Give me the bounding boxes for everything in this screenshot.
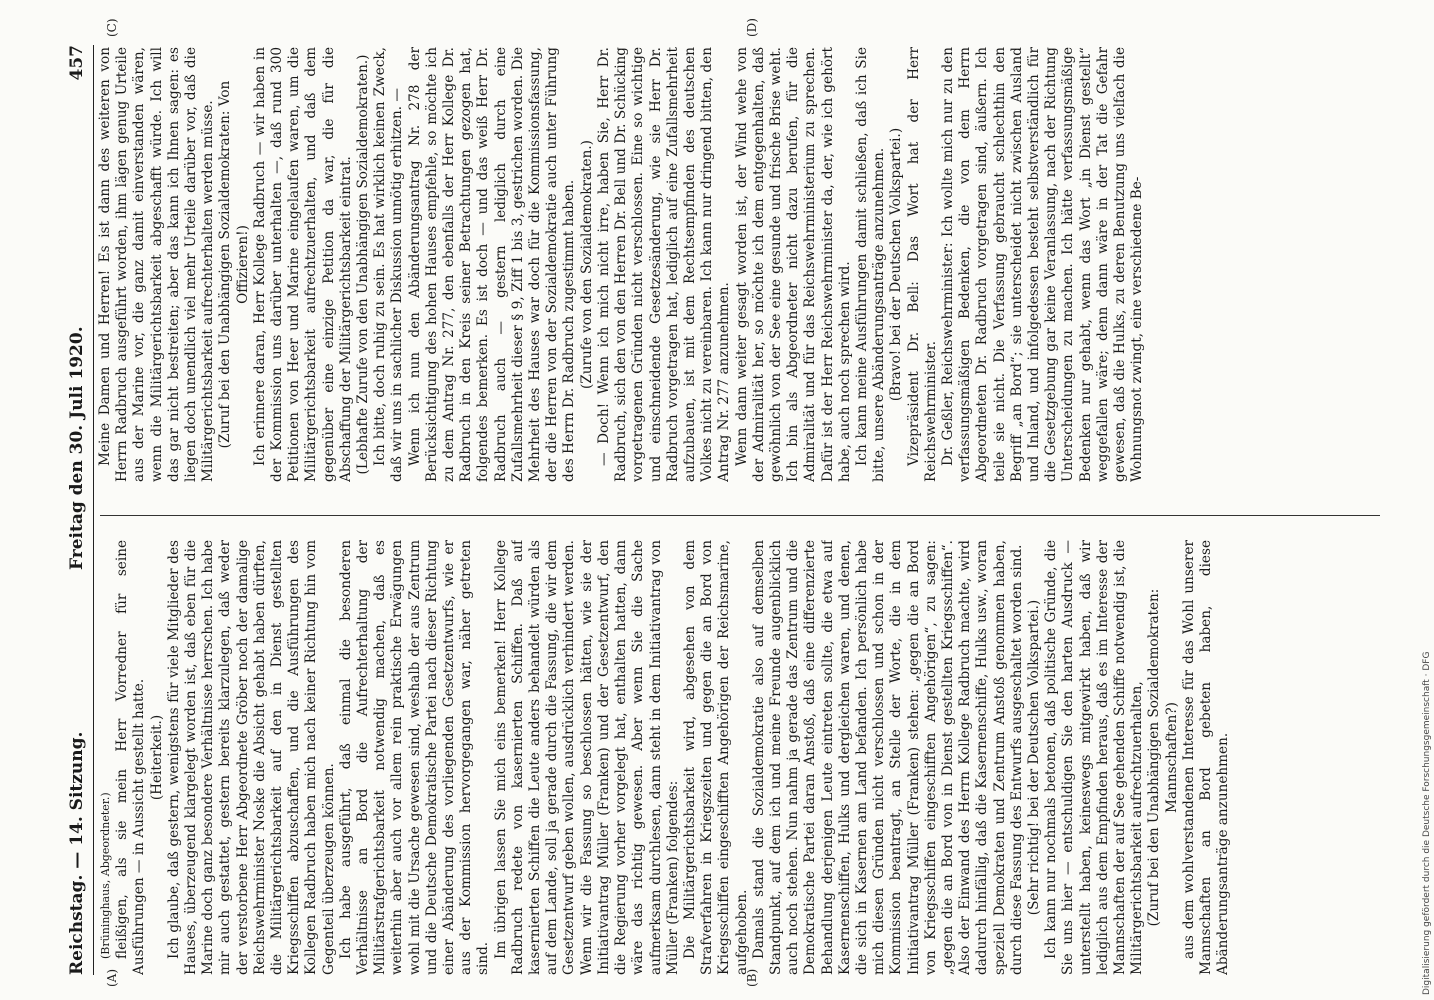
paragraph: Ich bitte, doch ruhig zu sein. Es hat wirklich keinen Zweck, daß wir uns in sachlicher Diskussion unnötig erhitzen. —: [372, 47, 406, 482]
paragraph: Im übrigen lassen Sie mich eins bemerken! Herr Kollege Radbruch redete von kasernierten Schiffen. Daß auf kasernierten Schiffen die Leute anders behandelt würden als auf dem Lande, soll ja gerade durch die Fassung, die wir dem Gesetzentwurf geben wollen, ausdrücklich verhindert werden. Wenn wir die Fassung so beschlossen hätten, wie sie der Initiativantrag Müller (Franken) und der Gesetzentwurf, den die Regierung vorher vorgelegt hat, enthalten hatten, dann wäre das richtig gewesen. Aber wenn Sie die Sache aufmerksam durchlesen, dann steht in dem Initiativantrag von Müller (Franken) folgendes:: [492, 540, 681, 975]
digitization-note: [1421, 10, 1433, 1000]
margin-marker-b: (B): [745, 968, 759, 987]
paragraph: Ich kann meine Ausführungen damit schließen, daß ich Sie bitte, unsere Abänderungsanträge anzunehmen.: [853, 47, 888, 482]
paragraph: Ich habe ausgeführt, daß einmal die besonderen Verhältnisse an Bord die Aufrechterhaltung der Militärstrafgerichtsbarkeit notwendig machen, daß es weiterhin aber auch vor allem rein praktische Erwägungen wohl mit die Ursache gewesen sind, weshalb der aus Zentrum und die Deutsche Demokratische Partei nach dieser Richtung einer Abänderung des vorliegenden Gesetzentwurfs, wie er aus der Kommission hervorgegangen war, näher getreten sind.: [337, 540, 492, 975]
paragraph: Ich kann nur nochmals betonen, daß politische Gründe, die Sie uns hier — entschuldigen Sie den harten Ausdruck — unterstellt haben, keineswegs mitgewirkt haben, daß wir lediglich aus dem Empfinden heraus, daß es im Interesse der Mannschaften der auf See gehenden Schiffe notwendig ist, die Militärgerichtsbarkeit aufrechtzuerhalten,: [1043, 540, 1146, 975]
paragraph: Ich glaube, daß gestern, wenigstens für viele Mitglieder des Hauses, überzeugend klargelegt worden ist, daß eben für die Marine doch ganz besondere Verhältnisse herrschen. Ich habe mir auch gestattet, gestern bereits klarzulegen, daß weder der verstorbene Herr Abgeordnete Gröber noch der damalige Reichswehrminister Noske die Absicht gehabt haben dürften, die Militärgerichtsbarkeit auf den in Dienst gestellten Kriegsschiffen abzuschaffen, und die Ausführungen des Kollegen Radbruch haben mich nach keiner Richtung hin vom Gegenteil überzeugen können.: [165, 540, 337, 975]
paragraph: — Doch! Wenn ich mich nicht irre, haben Sie, Herr Dr. Radbruch, sich den von den Herren Dr. Bell und Dr. Schücking vorgetragenen Gründen nicht verschlossen. Eine so wichtige und einschneidende Gesetzesänderung, wie sie Herr Dr. Radbruch vorgetragen hat, lediglich auf eine Zufallsmehrheit aufzubauen, ist mit dem Rechtsempfinden des deutschen Volkes nicht zu vereinbaren. Ich kann nur dringend bitten, den Antrag Nr. 277 anzunehmen.: [595, 47, 733, 482]
right-column: [97, 47, 1387, 482]
paragraph: (Sehr richtig! bei der Deutschen Volkspartei.): [1025, 599, 1042, 916]
page-header: [63, 45, 94, 975]
paragraph: Ich erinnere daran, Herr Kollege Radbruch — wir haben in der Kommission uns darüber unterhalten —, daß rund 300 Petitionen von Heer und Marine eingelaufen waren, um die Militärgerichtsbarkeit aufrechtzuerhalten, und daß dem gegenüber eine einzige Petition da war, die für die Abschaffung der Militärgerichtsbarkeit eintrat.: [251, 47, 354, 482]
paragraph: Wenn ich nun den Abänderungsantrag Nr. 278 der Berücksichtigung des hohen Hauses empfehle, so möchte ich zu dem Antrag Nr. 277, den ebenfalls der Herr Kollege Dr. Radbruch in den Kreis seiner Betrachtungen gezogen hat, folgendes bemerken. Es ist doch — und das weiß Herr Dr. Radbruch auch — gestern lediglich durch eine Zufallsmehrheit dieser § 9, Ziff 1 bis 3, gestrichen worden. Die Mehrheit des Hauses war doch für die Kommissionsfassung, der die Herren von der Sozialdemokratie auch unter Führung des Herrn Dr. Radbruch zugestimmt haben.: [406, 47, 578, 482]
paragraph: (Lebhafte Zurufe von den Unabhängigen Sozialdemokraten.): [355, 54, 372, 475]
paragraph: Meine Damen und Herren! Es ist dann des weiteren von Herrn Radbruch ausgeführt worden, ihm lägen genug Urteile aus der Marine vor, die ganz damit einverstanden wären, wenn die Militärgerichtsbarkeit abgeschafft würde. Ich will das gar nicht bestreiten; aber das kann ich Ihnen sagen: es liegen doch unendlich viel mehr Urteile darüber vor, daß die Militärgerichtsbarkeit aufrechterhalten werden müsse.: [97, 47, 217, 482]
margin-marker-c: (C): [105, 18, 119, 37]
rotated-page: [55, 18, 1400, 987]
paragraph: Dr. Geßler, Reichswehrminister: Ich wollte mich nur zu den verfassungsmäßigen Bedenken, die von dem Herrn Abgeordneten Dr. Radbruch vorgetragen sind, äußern. Ich teile sie nicht. Die Verfassung gebraucht schlechthin den Begriff „an Bord“; sie unterscheidet nicht zwischen Ausland und Inland, und infolgedessen besteht selbstverständlich für die Gesetzgebung gar keine Veranlassung, nach der Richtung Unterscheidungen zu machen. Ich hätte verfassungsmäßige Bedenken nur gehabt, wenn das Wort „in Dienst gestellt“ weggefallen wäre; denn dann wäre in der Tat die Gefahr gewesen, daß die Hulks, zu deren Benutzung uns vielfach die Wohnungsnot zwingt, eine verschiedene Be-: [939, 47, 1146, 482]
digitization-note-text: Digitalisierung gefördert durch die Deutsche Forschungsgemeinschaft · DFG: [1422, 651, 1432, 995]
paragraph: (Heiterkeit.): [148, 714, 165, 801]
header-session: Reichstag. — 14. Sitzung.: [67, 731, 87, 975]
column-divider: [100, 515, 1380, 516]
margin-marker-a: (A): [105, 968, 119, 987]
page-number: 457: [67, 45, 87, 81]
left-column: [97, 540, 1387, 975]
paragraph: Damals stand die Sozialdemokratie also auf demselben Standpunkt, auf dem ich und meine Freunde augenblicklich auch noch stehen. Nun nahm ja gerade das Zentrum und die Demokratische Partei daran Anstoß, daß eine differenzierte Behandlung derjenigen Leute eintreten sollte, die etwa auf Kasernenschiffen, Hulks und dergleichen waren, und denen, die sich in Kasernen am Land befanden. Ich persönlich habe mich diesen Gründen nicht verschlossen und schon in der Kommission beantragt, an Stelle der Worte, die in dem Initiativantrag Müller (Franken) stehen: „gegen die an Bord von Kriegsschiffen eingeschifften Angehörigen“, zu sagen: „gegen die an Bord von in Dienst gestellten Kriegsschiffen“. Also der Einwand des Herrn Kollege Radbruch machte, wird dadurch hinfällig, daß die Kasernenschiffe, Hulks usw., woran speziell Demokraten und Zentrum Anstoß genommen haben, durch diese Fassung des Entwurfs ausgeschaltet worden sind.: [750, 540, 1025, 975]
paragraph: Die Militärgerichtsbarkeit wird, abgesehen von dem Strafverfahren in Kriegszeiten und gegen die an Bord von Kriegsschiffen eingeschifften Angehörigen der Reichsmarine, aufgehoben.: [681, 540, 750, 975]
header-date: Freitag den 30. Juli 1920.: [67, 326, 87, 570]
paragraph: (Zuruf bei den Unabhängigen Sozialdemokraten: Von Offizieren!): [217, 80, 251, 449]
paragraph: fleißigen, als sie mein Herr Vorredner für seine Ausführungen — in Aussicht gestellt hatte.: [114, 540, 148, 975]
paragraph: (Brüninghaus, Abgeordneter.): [99, 792, 112, 959]
paragraph: Vizepräsident Dr. Bell: Das Wort hat der Herr Reichswehrminister.: [905, 47, 939, 482]
paragraph: (Bravo! bei der Deutschen Volkspartei.): [888, 127, 905, 402]
margin-marker-d: (D): [745, 18, 759, 37]
paragraph: (Zurufe von den Sozialdemokraten.): [578, 140, 595, 389]
paragraph: Wenn dann weiter gesagt worden ist, der Wind wehe von der Admiralität her, so möchte ich dem entgegenhalten, daß gewöhnlich von der See eine gesunde und frische Brise weht. Ich bin als Abgeordneter nicht dazu berufen, für die Admiralität und für das Reichswehrministerium zu sprechen. Dafür ist der Herr Reichswehrminister da, der, wie ich gehört habe, auch noch sprechen wird.: [733, 47, 853, 482]
paragraph: aus dem wohlverstandenen Interesse für das Wohl unserer Mannschaften an Bord gebeten haben, diese Abänderungsanträge anzunehmen.: [1180, 540, 1232, 975]
paragraph: (Zuruf bei den Unabhängigen Sozialdemokraten: Mannschaften?): [1146, 588, 1180, 927]
